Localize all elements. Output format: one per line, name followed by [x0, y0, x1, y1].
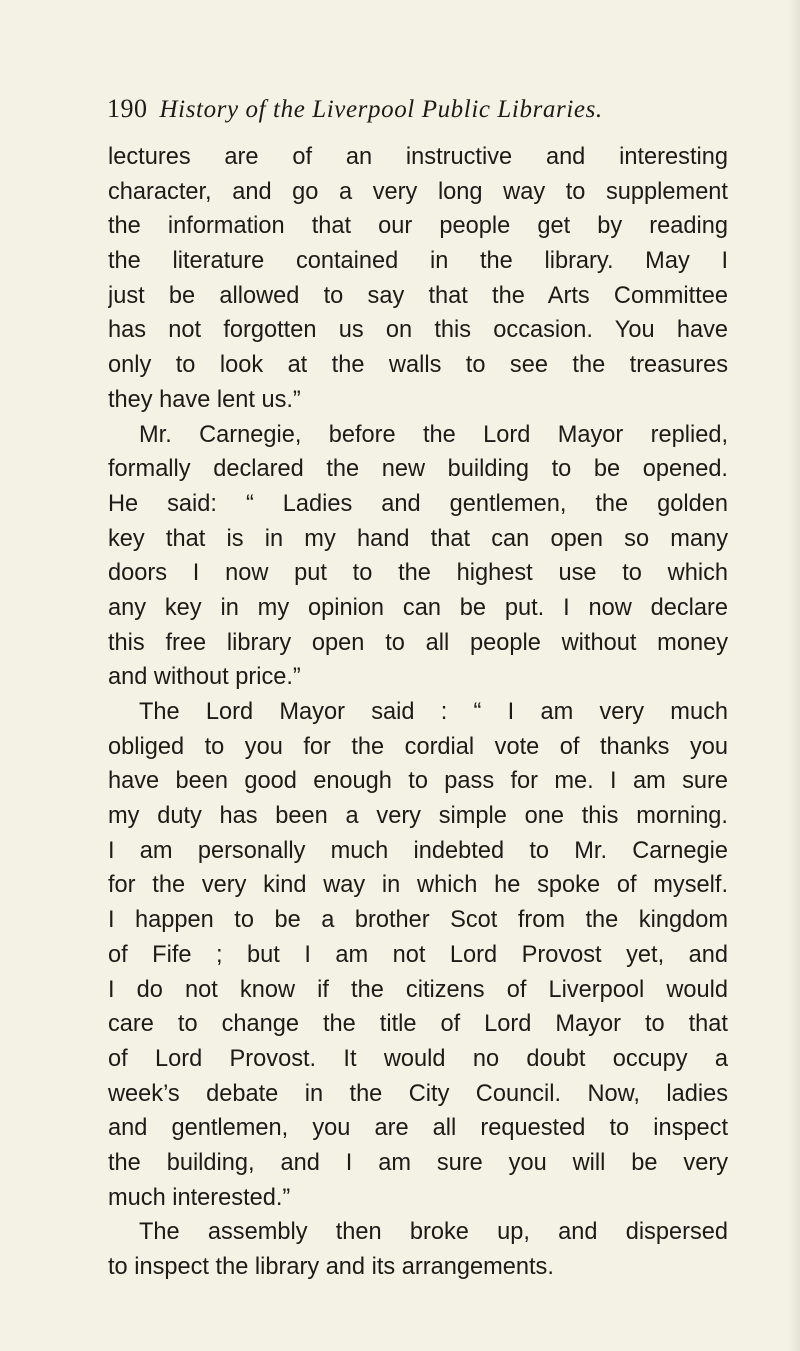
running-title: History of the Liverpool Public Libraries. — [159, 96, 603, 123]
text-line: only to look at the walls to see the treasures — [108, 352, 728, 379]
text-line: obliged to you for the cordial vote of thanks you — [108, 733, 728, 760]
text-line: and without price.” — [108, 664, 301, 691]
text-line: just be allowed to say that the Arts Committee — [108, 282, 728, 309]
text-line: formally declared the new building to be opened. — [108, 456, 728, 483]
page-number: 190 — [107, 94, 148, 123]
page-edge-shadow — [788, 0, 800, 1351]
text-line: the information that our people get by reading — [108, 213, 728, 240]
text-line: He said: “ Ladies and gentlemen, the golden — [108, 490, 728, 517]
text-line: I happen to be a brother Scot from the kingdom — [108, 907, 728, 934]
text-line: the literature contained in the library. May I — [108, 248, 728, 275]
text-line: care to change the title of Lord Mayor to that — [108, 1011, 728, 1038]
text-line: week’s debate in the City Council. Now, ladies — [108, 1080, 728, 1107]
text-line: to inspect the library and its arrangements. — [108, 1254, 554, 1280]
text-line: has not forgotten us on this occasion. You have — [108, 317, 728, 344]
text-line: they have lent us.” — [108, 386, 301, 413]
text-line: and gentlemen, you are all requested to inspect — [108, 1115, 728, 1142]
text-line: my duty has been a very simple one this morning. — [108, 803, 728, 830]
text-line: the building, and I am sure you will be very — [108, 1149, 728, 1176]
text-line: of Fife ; but I am not Lord Provost yet, and — [108, 941, 728, 968]
text-line: I do not know if the citizens of Liverpool would — [108, 976, 728, 1003]
paragraph-first-line: The Lord Mayor said : “ I am very much — [139, 699, 728, 725]
text-line: character, and go a very long way to supplement — [108, 178, 728, 205]
running-header — [107, 94, 727, 128]
text-line: of Lord Provost. It would no doubt occupy a — [108, 1045, 728, 1072]
text-line: have been good enough to pass for me. I am sure — [108, 768, 728, 795]
text-line: this free library open to all people without money — [108, 629, 728, 656]
paragraph-first-line: Mr. Carnegie, before the Lord Mayor replied, — [139, 421, 728, 448]
text-line: I am personally much indebted to Mr. Carnegie — [108, 837, 728, 864]
text-line: lectures are of an instructive and interesting — [108, 144, 728, 170]
text-line: any key in my opinion can be put. I now declare — [108, 594, 728, 621]
text-line: much interested.” — [108, 1184, 291, 1211]
paragraph-first-line: The assembly then broke up, and dispersed — [139, 1219, 728, 1246]
text-line: doors I now put to the highest use to which — [108, 560, 728, 587]
body-text — [108, 140, 728, 1285]
text-line: key that is in my hand that can open so many — [108, 525, 728, 552]
text-line: for the very kind way in which he spoke of myself. — [108, 872, 728, 899]
